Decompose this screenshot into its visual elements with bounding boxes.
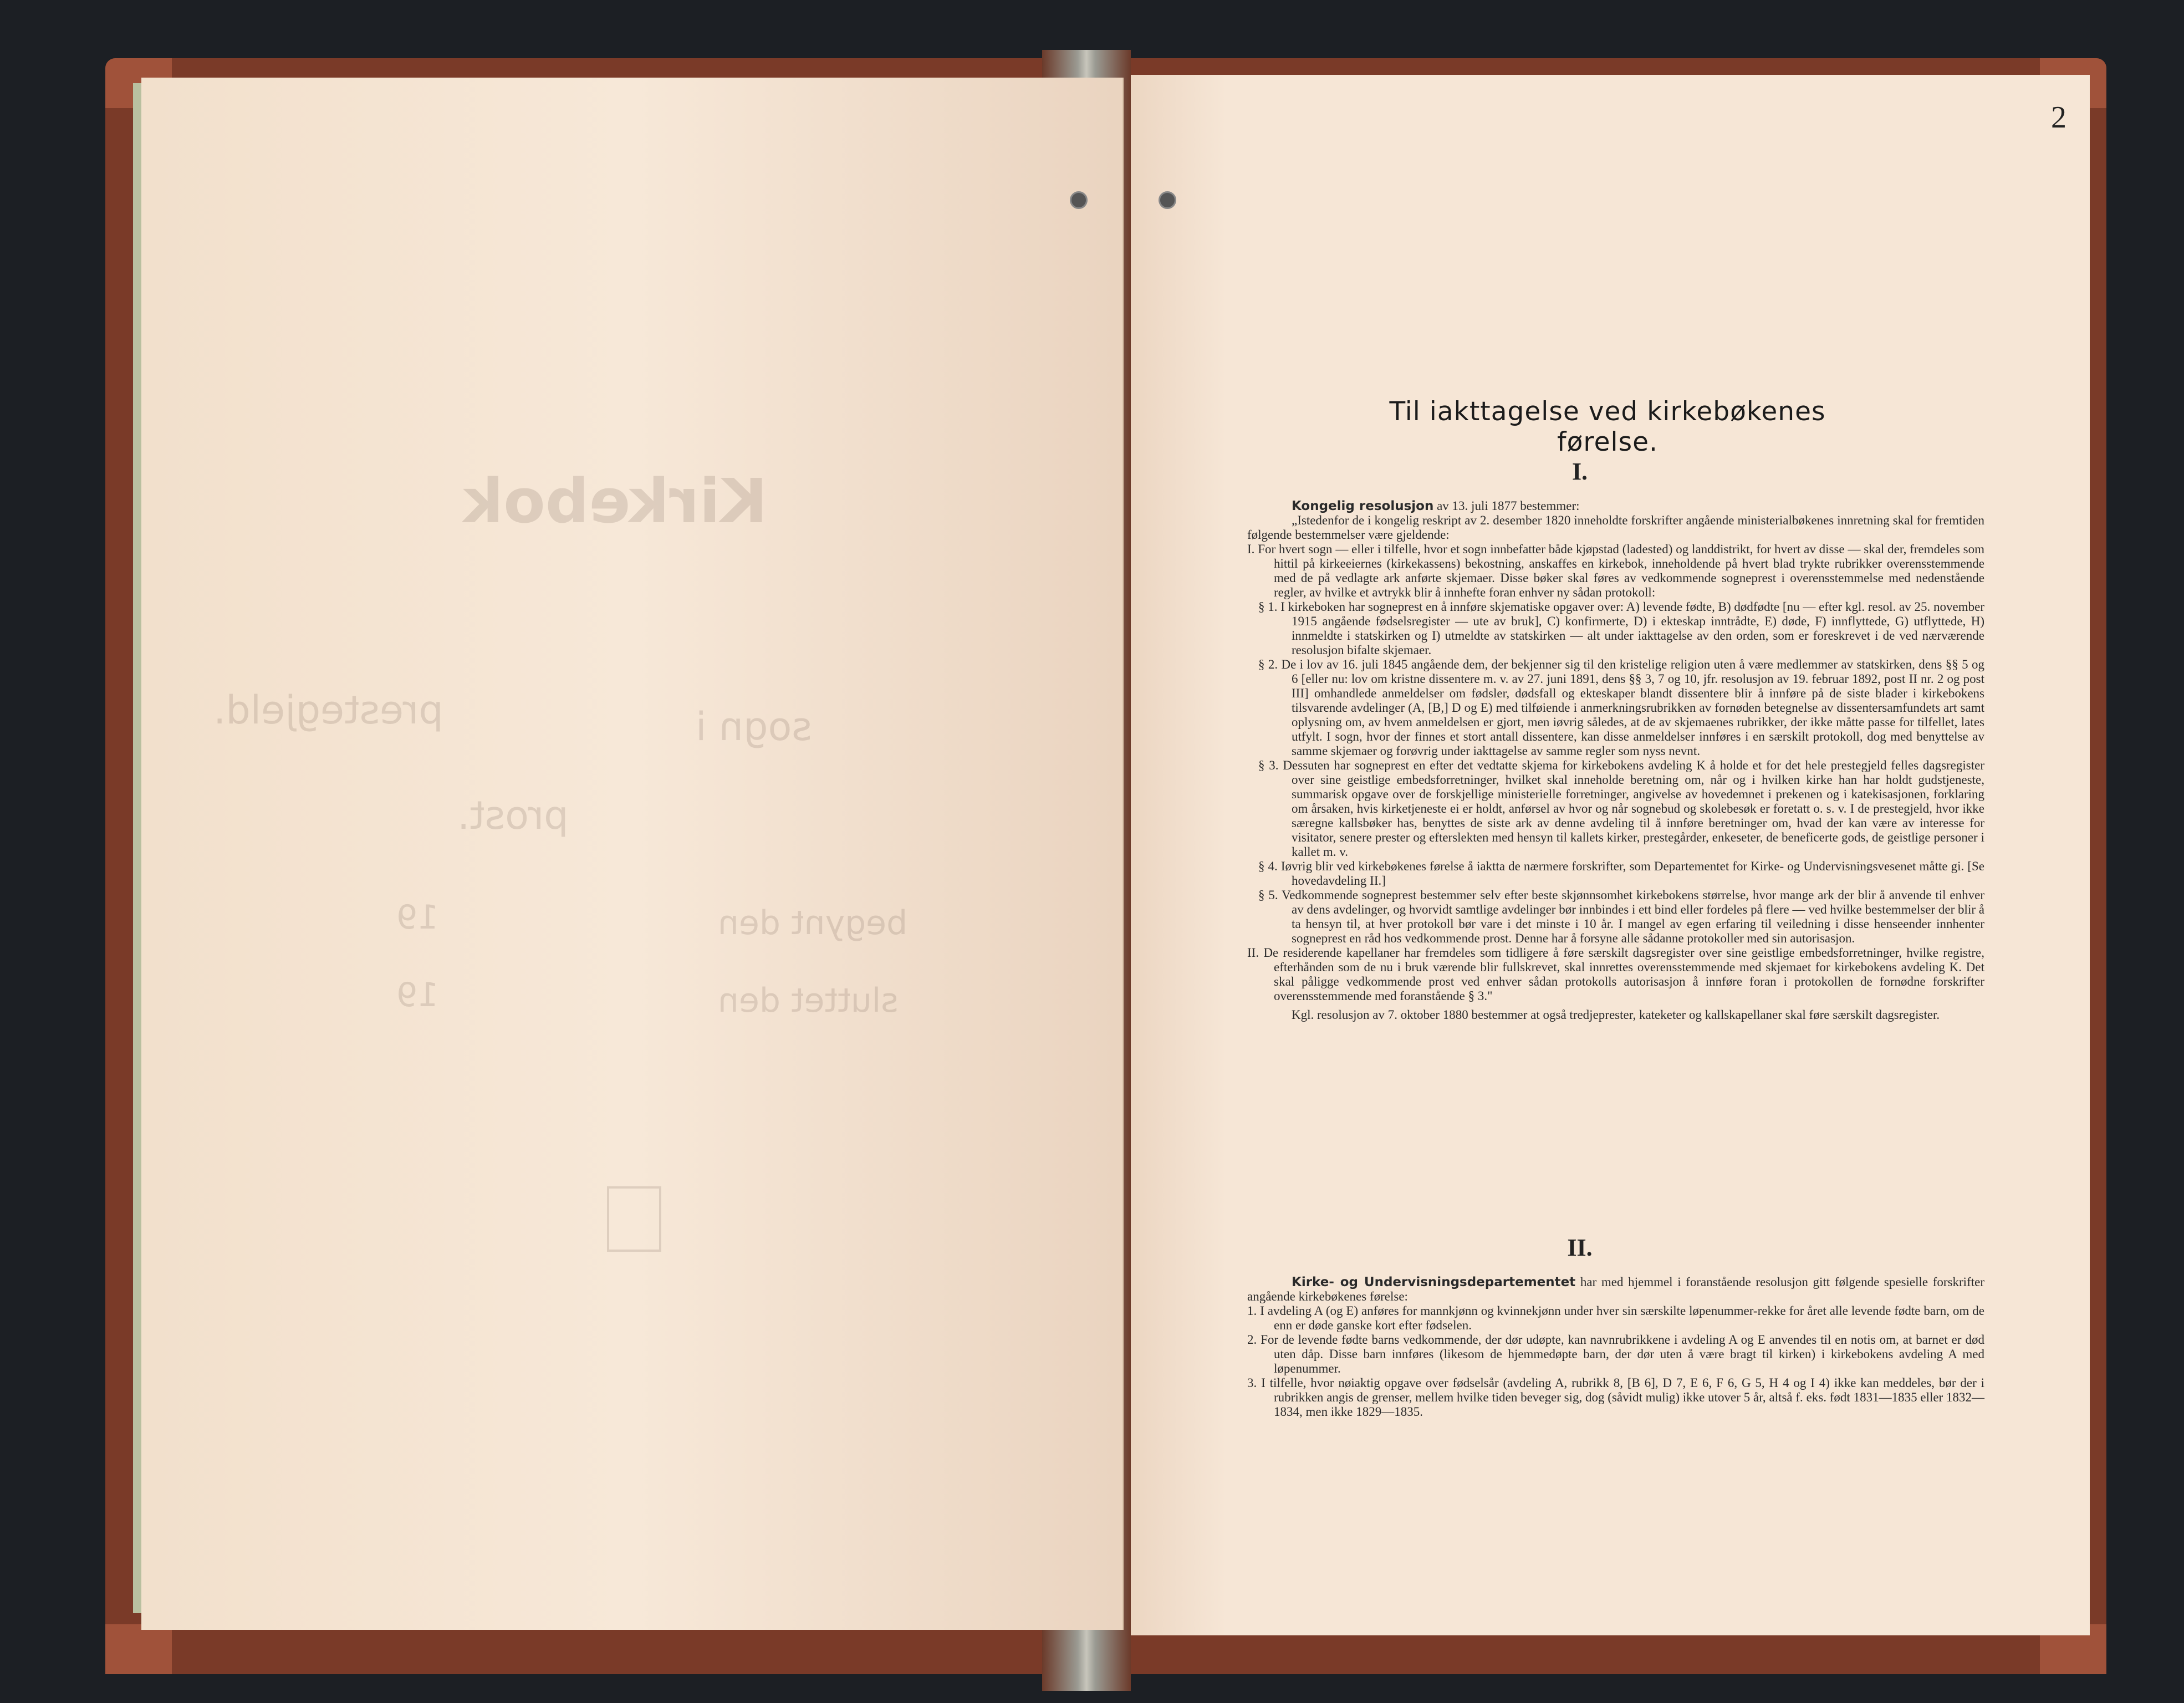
ghost-emblem — [607, 1186, 661, 1252]
section-1-paragraph-s4: § 4. Iøvrig blir ved kirkebøkenes førelse å iaktta de nærmere forskrifter, som Departementet for Kirke- og Undervisningsvesenet måtte gi. [Se hovedavdeling II.] — [1258, 859, 1984, 888]
left-page — [141, 78, 1124, 1630]
section-1-paragraph-s1: § 1. I kirkeboken har sogneprest en å innføre skjematiske opgaver over: A) levende fødte, B) dødfødte [nu — efter kgl. resol. av 25. november 1915 angående fødselsregister — ute av bruk], C) konfirmerte, D) i ekteskap inntrådte, E) døde, F) innflyttede, G) utflyttede, H) innmeldte i statskirken og I) utmeldte av statskirken — alt under iakttagelse av den orden, som er foreskrevet i de ved nærværende resolusjon bifalte skjemaer. — [1258, 600, 1984, 657]
corner-bottom-left — [105, 1624, 172, 1674]
ghost-sluttet: sluttet den — [718, 981, 899, 1020]
section-1-paragraph-ii: II. De residerende kapellaner har fremdeles som tidligere å føre særskilt dagsregister over sine geistlige embedsforretninger, hvilke registre, efterhånden som de nu i bruk værende blir fullskrevet, skal innrettes overensstemmende med skjemaet for kirkebokens avdeling K. Det skal påligge vedkommende prost ved enhver sådan protokolls autorisasjon å innføre foran i protokollen de fornødne forskrifter overensstemmende med foranstående § 3." — [1247, 946, 1984, 1003]
section-1-paragraph-i: I. For hvert sogn — eller i tilfelle, hvor et sogn innbefatter både kjøpstad (ladested) og landdistrikt, for hvert av disse — skal der, fremdeles som hittil på kirkeeiernes (kirkekassens) bekostning, anskaffes en kirkebok, inneholdende på hvert blad trykte rubrikker overensstemmende med de på vedlagte ark anførte skjemaer. Disse bøker skal føres av vedkommende sogneprest i overensstemmelse med nedenstående regler, av hvilke et avtrykk blir å innhefte foran enhver ny sådan protokoll: — [1247, 542, 1984, 599]
section-2-item-1: 1. I avdeling A (og E) anføres for mannkjønn og kvinnekjønn under hver sin særskilte løpenummer-rekke for året alle levende fødte barn, om de enn er døde ganske kort efter fødselen. — [1247, 1304, 1984, 1332]
page-number: 2 — [2051, 100, 2066, 135]
section-2-lead-bold: Kirke- og Undervisningsdepartementet — [1292, 1275, 1576, 1289]
section-1-body — [1247, 499, 1984, 1022]
ghost-year-1: 19 — [396, 898, 439, 937]
ghost-begynt: begynt den — [718, 904, 908, 942]
ghost-year-2: 19 — [396, 976, 439, 1014]
ghost-prestegjeld: prestegjeld. — [213, 687, 443, 733]
section-1-numeral: I. — [1571, 458, 1588, 485]
section-1-paragraph-s2: § 2. De i lov av 16. juli 1845 angående dem, der bekjenner sig til den kristelige religion uten å være medlemmer av statskirken, dens §§ 5 og 6 [eller nu: lov om kristne dissentere m. v. av 27. juni 1891, dens §§ 3, 7 og 10, jfr. resolusjon av 19. februar 1892, post II nr. 2 og post III] omhandlede anmeldelser om fødsler, dødsfall og ekteskaper blandt dissentere blir å innføre på de siste blader i kirkebokens tilsvarende avdelinger (A, [B,] D og E) med tilføiende i anmerkningsrubrikken av fornøden betegnelse av dissentersamfundets art samt oplysning om, av hvem anmeldelsen er gjort, men iøvrig således, at de av skjemaenes rubrikker, der ikke måtte passe for tilfellet, lates utfylt. I sogn, hvor der finnes et stort antall dissentere, kan disse anmeldelser innføres i en særskilt protokoll, dog med benyttelse av samme skjemaer og forøvrig under iakttagelse av samme regler som nyss nevnt. — [1258, 657, 1984, 758]
section-1-lead-rest: av 13. juli 1877 bestemmer: — [1433, 499, 1580, 513]
ghost-prost: prost. — [457, 793, 569, 838]
section-1-intro: „Istedenfor de i kongelig reskript av 2. desember 1820 inneholdte forskrifter angående ministerialbøkenes innretning skal for fremtiden følgende bestemmelser være gjeldende: — [1247, 513, 1984, 542]
section-1-lead — [1247, 499, 1984, 513]
punch-hole-right — [1159, 191, 1176, 209]
section-2-body — [1247, 1275, 1984, 1419]
section-1-lead-bold: Kongelig resolusjon — [1292, 499, 1434, 513]
ghost-sogn: sogn i — [696, 704, 812, 749]
ghost-heading: Kirkebok — [463, 466, 768, 537]
section-1-paragraph-s5: § 5. Vedkommende sogneprest bestemmer selv efter beste skjønnsomhet kirkebokens størrelse, hvor mange ark der blir å anvende til enhver av dens avdelinger, og hvorvidt samtlige avdelinger bør innbindes i ett bind eller fordeles på flere — ved hvilke bestemmelser der blir å ta hensyn til, at hver protokoll bør vare i det minste i 10 år. I mangel av egen erfaring til veiledning i disse henseender innhenter sogneprest en råd hos vedkommende prost. Denne har å forsyne alle sådanne protokoller med sin autorisasjon. — [1258, 888, 1984, 945]
section-2-lead — [1247, 1275, 1984, 1304]
section-2-lead-rest: har med hjemmel i foranstående resolusjon gitt følgende spesielle forskrifter angående kirkebøkenes førelse: — [1247, 1275, 1984, 1303]
section-1-paragraph-s3: § 3. Dessuten har sogneprest en efter det vedtatte skjema for kirkebokens avdeling K å holde et for det hele prestegjeld felles dagsregister over sine geistlige embedsforretninger, hvilket skal inneholde beretning om, når og i hvilken kirke han har holdt gudstjeneste, summarisk opgave over de forskjellige ministerielle forretninger, angivelse av hovedemnet i prekenen og i katekisasjonen, forklaring om årsaken, hvis kirketjeneste ei er holdt, anførsel av hvor og når sognebud og skolebesøk er foretatt o. s. v. I de prestegjeld, hvor ikke særegne kallsbøker has, benyttes de siste ark av denne avdeling til å innføre beretninger om, hvad der kan være av interesse for visitator, senere prester og efterslekten med hensyn til kallets kirker, prestegårder, enkeseter, de beneficerte gods, de geistlige personer i kallet m. v. — [1258, 758, 1984, 859]
section-1-closing: Kgl. resolusjon av 7. oktober 1880 bestemmer at også tredjeprester, kateketer og kallskapellaner skal føre særskilt dagsregister. — [1292, 1008, 1940, 1022]
section-2-item-3: 3. I tilfelle, hvor nøiaktig opgave over fødselsår (avdeling A, rubrikk 8, [B 6], D 7, E 6, F 6, G 5, H 4 og I 4) ikke kan meddeles, bør der i rubrikken angis de grenser, mellem hvilke tiden beveger sig, dog (såvidt mulig) ikke utover 5 år, altså f. eks. født 1831—1835 eller 1832—1834, men ikke 1829—1835. — [1247, 1376, 1984, 1419]
section-2-numeral: II. — [1567, 1234, 1593, 1261]
punch-hole-left — [1070, 191, 1088, 209]
section-2-item-2: 2. For de levende fødte barns vedkommende, der dør udøpte, kan navnrubrikkene i avdeling A og E anvendes til en notis om, at barnet er død uten dåp. Disse barn innføres (likesom de hjemmedøpte barn, der dør uten å være bragt til kirken) i kirkebokens avdeling A med løpenummer. — [1247, 1333, 1984, 1375]
page-title: Til iakttagelse ved kirkebøkenes førelse. — [1389, 396, 1826, 457]
